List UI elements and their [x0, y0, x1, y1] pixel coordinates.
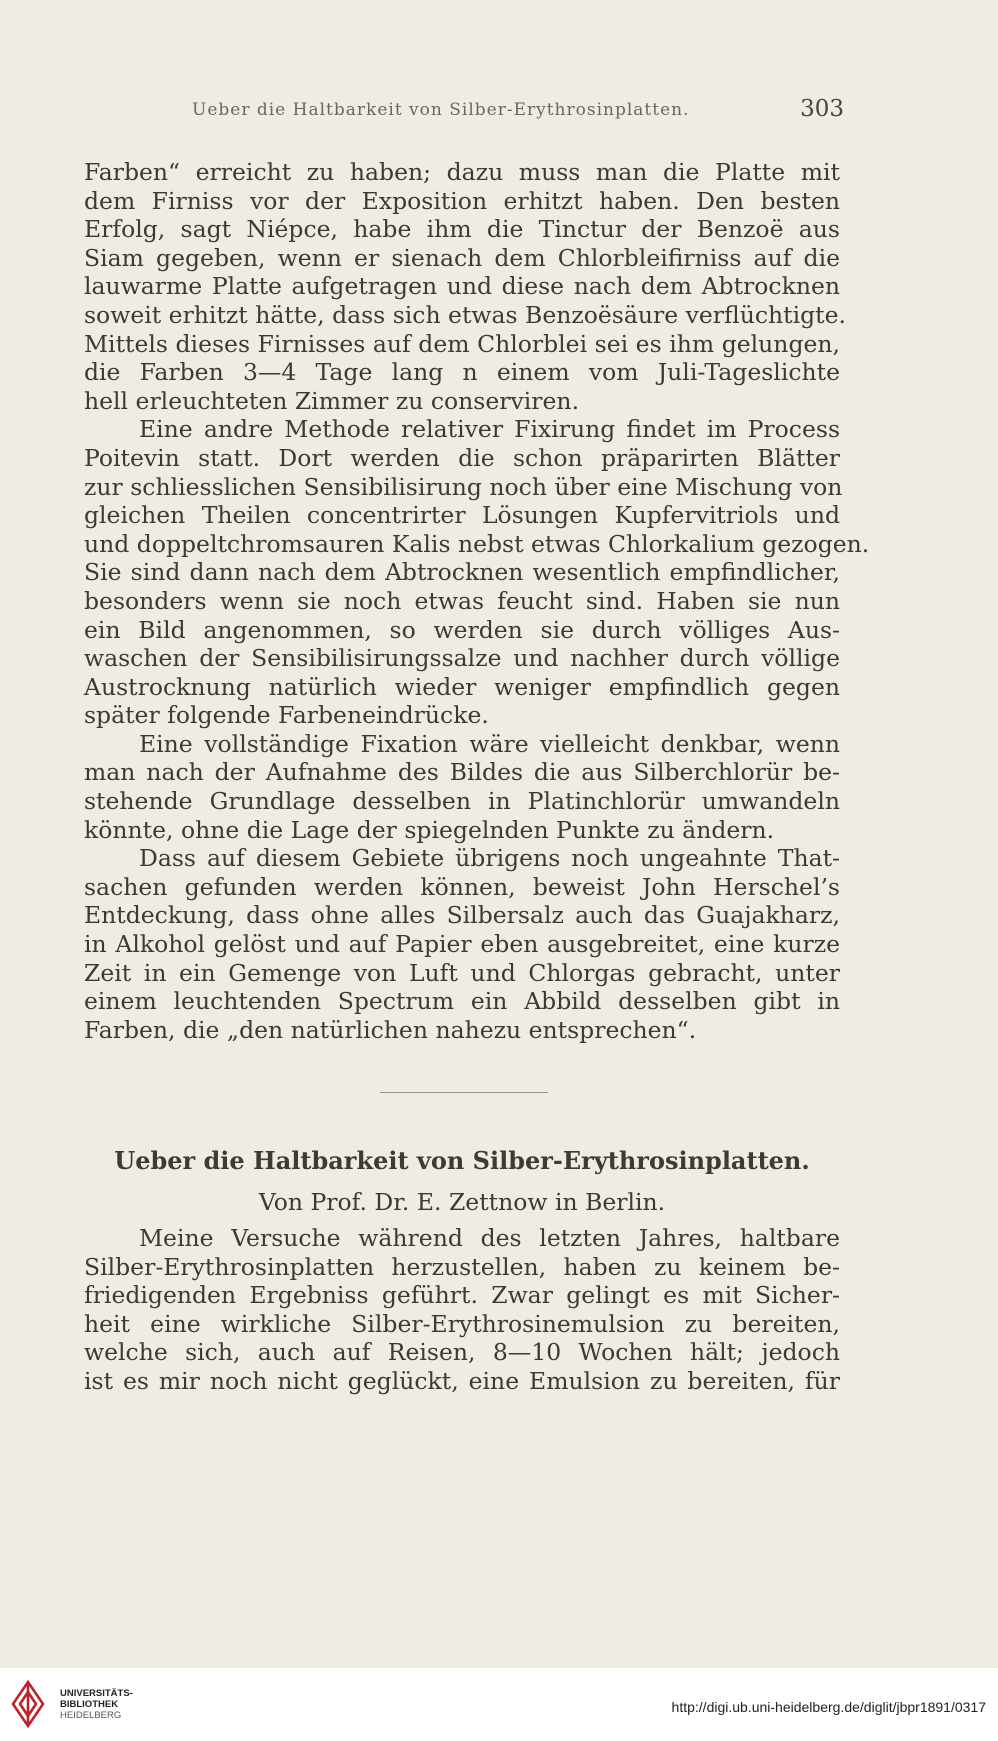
text-line: waschen der Sensibilisirungssalze und nachher durch völlige — [84, 644, 840, 673]
section-divider — [380, 1092, 548, 1093]
library-name-line: BIBLIOTHEK — [60, 1699, 119, 1710]
text-line: Erfolg, sagt Niépce, habe ihm die Tinctur der Benzoë aus — [84, 215, 840, 244]
text-line: stehende Grundlage desselben in Platinchlorür umwandeln — [84, 787, 840, 816]
text-line: dem Firniss vor der Exposition erhitzt haben. Den besten — [84, 186, 840, 215]
text-line: Eine andre Methode relativer Fixirung findet im Process — [139, 415, 840, 444]
text-line: gleichen Theilen concentrirter Lösungen Kupfervitriols und — [84, 501, 840, 530]
article-text — [84, 1224, 840, 1396]
footer-bar — [0, 1668, 998, 1741]
library-name — [60, 1688, 133, 1721]
text-line: einem leuchtenden Spectrum ein Abbild desselben gibt in — [84, 987, 840, 1016]
text-line: Sie sind dann nach dem Abtrocknen wesentlich empfindlicher, — [84, 558, 840, 587]
text-line: ein Bild angenommen, so werden sie durch völliges Aus- — [84, 615, 840, 644]
text-line: Farben, die „den natürlichen nahezu entsprechen“. — [84, 1015, 697, 1044]
text-line: zur schliesslichen Sensibilisirung noch über eine Mischung von — [84, 472, 843, 501]
running-header — [84, 96, 844, 130]
text-line: Dass auf diesem Gebiete übrigens noch ungeahnte That- — [139, 844, 840, 873]
university-library-logo-icon — [10, 1678, 46, 1730]
source-url-link[interactable]: http://digi.ub.uni-heidelberg.de/diglit/jbpr1891/0317 — [671, 1699, 986, 1715]
text-line: friedigenden Ergebniss geführt. Zwar gelingt es mit Sicher- — [84, 1281, 840, 1310]
library-name-line: HEIDELBERG — [60, 1710, 122, 1721]
text-line: hell erleuchteten Zimmer zu conserviren. — [84, 386, 580, 415]
text-line: Austrocknung natürlich wieder weniger empfindlich gegen — [84, 672, 840, 701]
running-title: Ueber die Haltbarkeit von Silber-Erythrosinplatten. — [192, 100, 690, 120]
page-number: 303 — [800, 96, 844, 122]
text-line: Zeit in ein Gemenge von Luft und Chlorgas gebracht, unter — [84, 958, 840, 987]
text-line: Mittels dieses Firnisses auf dem Chlorblei sei es ihm gelungen, — [84, 329, 840, 358]
text-line: ist es mir noch nicht geglückt, eine Emulsion zu bereiten, für — [84, 1366, 840, 1395]
text-line: könnte, ohne die Lage der spiegelnden Punkte zu ändern. — [84, 815, 775, 844]
text-line: Poitevin statt. Dort werden die schon präparirten Blätter — [84, 443, 840, 472]
text-line: Farben“ erreicht zu haben; dazu muss man die Platte mit — [84, 158, 840, 186]
text-line: besonders wenn sie noch etwas feucht sind. Haben sie nun — [84, 586, 840, 615]
text-line: heit eine wirkliche Silber-Erythrosinemulsion zu bereiten, — [84, 1309, 840, 1338]
text-line: später folgende Farbeneindrücke. — [84, 701, 489, 730]
text-line: Siam gegeben, wenn er sienach dem Chlorbleifirniss auf die — [84, 243, 840, 272]
library-name-line: UNIVERSITÄTS- — [60, 1688, 133, 1699]
text-line: Silber-Erythrosinplatten herzustellen, haben zu keinem be- — [84, 1252, 840, 1281]
text-line: Meine Versuche während des letzten Jahres, haltbare — [139, 1224, 840, 1252]
article-title: Ueber die Haltbarkeit von Silber-Erythrosinplatten. — [114, 1146, 810, 1175]
text-line: Entdeckung, dass ohne alles Silbersalz auch das Guajakharz, — [84, 901, 840, 930]
text-line: lauwarme Platte aufgetragen und diese nach dem Abtrocknen — [84, 272, 840, 301]
text-line: in Alkohol gelöst und auf Papier eben ausgebreitet, eine kurze — [84, 930, 840, 959]
text-line: und doppeltchromsauren Kalis nebst etwas Chlorkalium gezogen. — [84, 529, 870, 558]
article-byline: Von Prof. Dr. E. Zettnow in Berlin. — [258, 1188, 666, 1216]
text-line: Eine vollständige Fixation wäre vielleicht denkbar, wenn — [139, 729, 840, 758]
text-line: welche sich, auch auf Reisen, 8—10 Wochen hält; jedoch — [84, 1338, 840, 1367]
text-line: soweit erhitzt hätte, dass sich etwas Benzoësäure verflüchtigte. — [84, 300, 846, 329]
previous-article-text — [84, 158, 870, 1044]
text-line: man nach der Aufnahme des Bildes die aus Silberchlorür be- — [84, 758, 840, 787]
text-line: die Farben 3—4 Tage lang n einem vom Juli-Tageslichte — [84, 358, 840, 387]
text-line: sachen gefunden werden können, beweist John Herschel’s — [84, 872, 840, 901]
